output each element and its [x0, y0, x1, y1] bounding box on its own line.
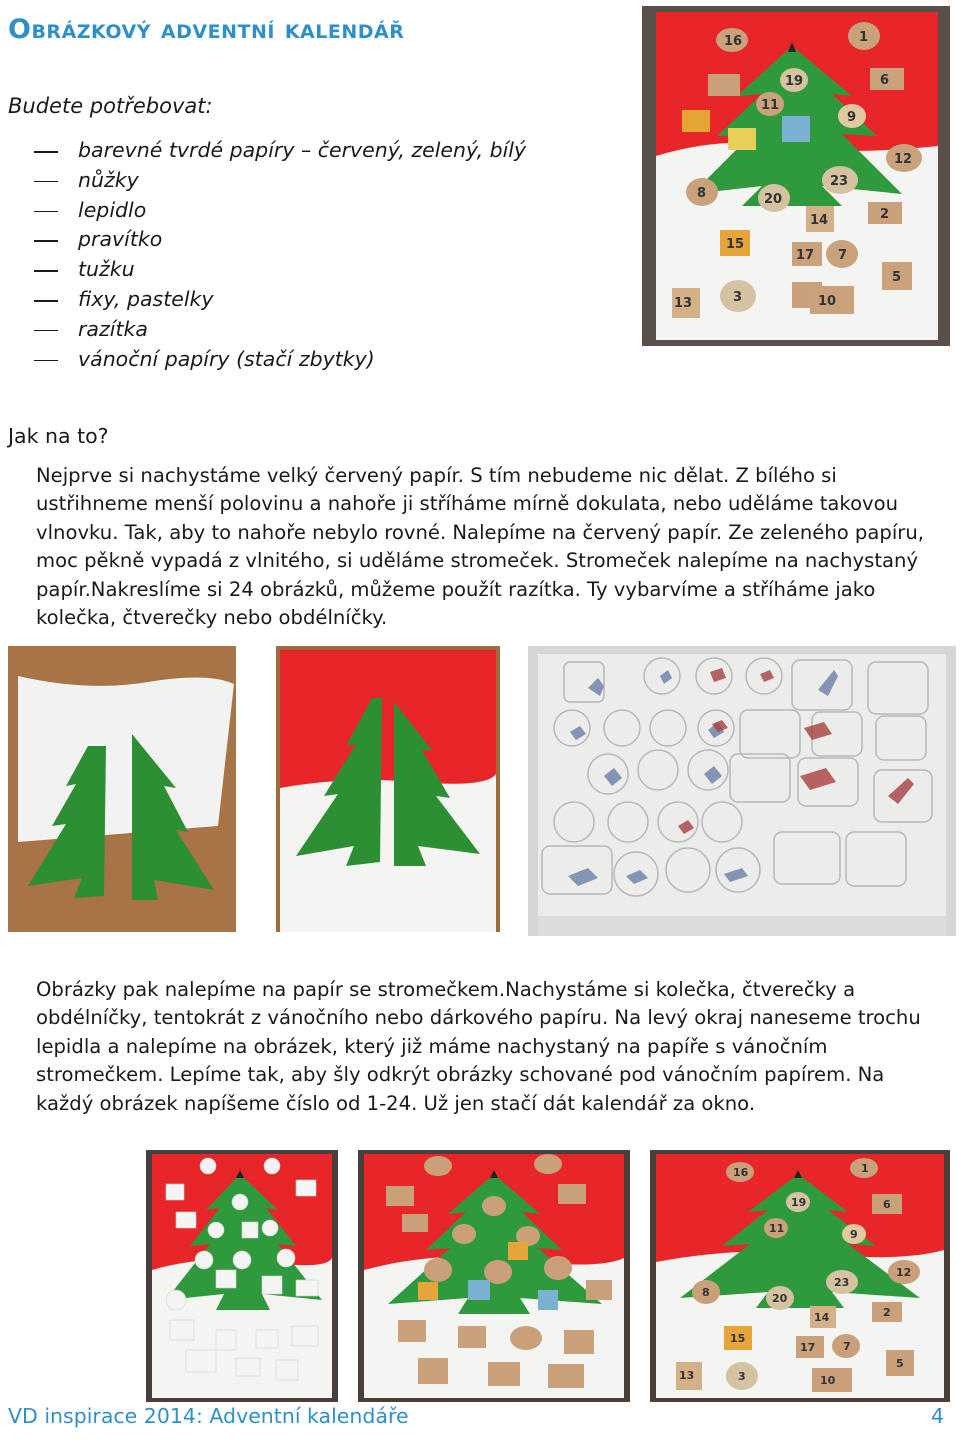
- photo-number-label: 23: [830, 174, 849, 189]
- photo-number-label: 10: [818, 294, 837, 309]
- list-item: barevné tvrdé papíry – červený, zelený, bílý: [34, 136, 526, 166]
- list-item: razítka: [34, 315, 526, 345]
- photo-number-label: 10: [820, 1374, 836, 1387]
- calendar-with-pictures-illustration: [146, 1150, 338, 1402]
- photo-number-label: 5: [896, 1357, 904, 1370]
- photo-number-label: 14: [814, 1311, 830, 1324]
- cut-trees-illustration: [8, 646, 236, 932]
- photo-number-label: 3: [738, 1370, 746, 1383]
- list-item: vánoční papíry (stačí zbytky): [34, 345, 526, 375]
- photo-number-label: 13: [679, 1369, 695, 1382]
- photo-number-label: 7: [843, 1340, 851, 1353]
- photo-number-label: 2: [883, 1306, 891, 1319]
- list-item: fixy, pastelky: [34, 285, 526, 315]
- tree-on-paper-photo: [276, 646, 500, 932]
- photo-number-label: 15: [726, 237, 745, 252]
- photo-number-label: 1: [861, 1162, 869, 1175]
- stamped-pictures-photo: [528, 646, 956, 936]
- photo-number-label: 8: [702, 1286, 710, 1299]
- calendar-with-wrapping-illustration: [358, 1150, 630, 1402]
- calendar-numbered-illustration: [650, 1150, 950, 1402]
- list-item: tužku: [34, 255, 526, 285]
- photo-number-label: 11: [769, 1222, 785, 1235]
- list-item: lepidlo: [34, 196, 526, 226]
- tree-on-paper-illustration: [276, 646, 500, 932]
- photo-number-label: 12: [894, 152, 913, 167]
- calendar-with-wrapping-photo: [358, 1150, 630, 1402]
- instructions-paragraph: Nejprve si nachystáme velký červený papír. S tím nebudeme nic dělat. Z bílého si ustřihneme menší polovinu a nahoře ji stříháme mírně dokulata, nebo uděláme takovou vlnovku. Tak, aby to nahoře nebylo rovné. Nalepíme na červený papír. Ze zeleného papíru, moc pěkně vypadá z vlnitého, si uděláme stromeček. Stromeček nalepíme na nachystaný papír.Nakreslíme si 24 obrázků, můžeme použít razítka. Ty vybarvíme a stříháme jako kolečka, čtverečky nebo obdélníčky.: [36, 464, 924, 630]
- page-number: 4: [930, 1404, 944, 1428]
- photo-number-label: 14: [810, 213, 829, 228]
- materials-list: [34, 136, 526, 374]
- photo-number-label: 9: [847, 110, 857, 125]
- footer-title: VD inspirace 2014: Adventní kalendáře: [8, 1404, 409, 1428]
- photo-number-label: 3: [733, 290, 743, 305]
- calendar-with-pictures-photo: [146, 1150, 338, 1402]
- finished-calendar-illustration: [642, 6, 950, 346]
- photo-number-label: 17: [796, 248, 815, 263]
- photo-number-label: 13: [674, 296, 693, 311]
- list-item: nůžky: [34, 166, 526, 196]
- photo-number-label: 1: [859, 30, 869, 45]
- photo-number-label: 6: [883, 1198, 891, 1211]
- instructions-heading: Jak na to?: [8, 424, 109, 448]
- finished-calendar-photo: [642, 6, 950, 346]
- materials-heading: Budete potřebovat:: [8, 94, 213, 118]
- photo-number-label: 7: [838, 248, 848, 263]
- photo-number-label: 8: [697, 186, 707, 201]
- photo-number-label: 5: [892, 270, 902, 285]
- photo-number-label: 16: [724, 34, 743, 49]
- photo-number-label: 12: [896, 1266, 912, 1279]
- calendar-numbered-photo: [650, 1150, 950, 1402]
- photo-number-label: 2: [880, 207, 890, 222]
- photo-number-label: 17: [800, 1341, 816, 1354]
- photo-number-label: 15: [730, 1332, 746, 1345]
- photo-number-label: 11: [761, 98, 780, 113]
- photo-number-label: 6: [880, 73, 890, 88]
- photo-number-label: 9: [850, 1228, 858, 1241]
- cut-trees-photo: [8, 646, 236, 932]
- photo-number-label: 20: [764, 192, 783, 207]
- photo-number-label: 16: [733, 1166, 749, 1179]
- photo-number-label: 23: [834, 1276, 850, 1289]
- photo-number-label: 19: [791, 1196, 807, 1209]
- list-item: pravítko: [34, 225, 526, 255]
- photo-number-label: 19: [785, 74, 804, 89]
- instructions-paragraph-2: Obrázky pak nalepíme na papír se stromečkem.Nachystáme si kolečka, čtverečky a obdélníčky, tentokrát z vánočního nebo dárkového papíru. Na levý okraj naneseme trochu lepidla a nalepíme na obrázek, který již máme nachystaný na papíře s vánočním stromečkem. Lepíme tak, aby šly odkrýt obrázky schované pod vánočním papírem. Na každý obrázek napíšeme číslo od 1-24. Už jen stačí dát kalendář za okno.: [36, 978, 921, 1115]
- page-title: Obrázkový adventní kalendář: [8, 14, 405, 45]
- photo-number-label: 20: [772, 1292, 788, 1305]
- stamped-pictures-illustration: [528, 646, 956, 936]
